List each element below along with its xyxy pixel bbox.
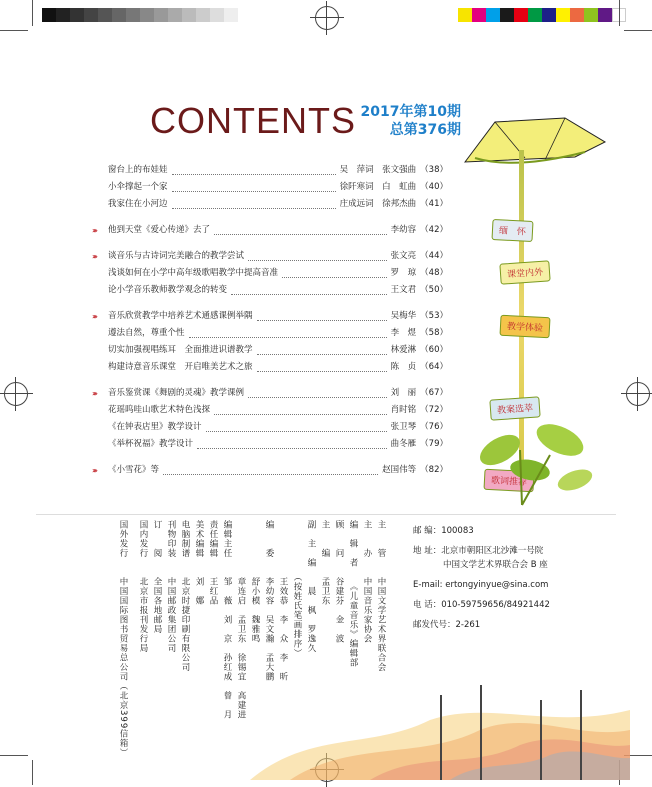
masthead-col-15: 主 编 孟卫东 (320, 520, 330, 606)
toc-leader-dots (257, 363, 387, 372)
toc-group (92, 308, 448, 376)
masthead-col-13: （按姓氏笔画排序） (292, 520, 302, 659)
toc-group (92, 222, 448, 239)
toc-entry-page: （76） (420, 422, 448, 432)
masthead-col-17: 编 辑 者 《儿童音乐》编辑部 (348, 520, 358, 668)
toc-leader-dots (197, 440, 387, 449)
masthead-col-8: 编辑主任 邹 薇 刘 京 孙红成 曾 月 (222, 520, 232, 720)
toc-entry[interactable] (108, 325, 448, 342)
toc-entry-page: （53） (420, 311, 448, 321)
toc-entry-page: （40） (420, 182, 448, 192)
toc-entry-page: （67） (420, 388, 448, 398)
toc-entry-title: 论小学音乐教师教学观念的转变 (108, 285, 228, 295)
toc-entry-author: 曲冬雁 (390, 439, 417, 449)
toc-leader-dots (206, 423, 387, 432)
toc-entry-author: 李 煜 (390, 328, 417, 338)
umbrella-illustration (455, 112, 615, 172)
section-sign: 课堂内外 (499, 260, 550, 284)
section-divider (36, 514, 616, 515)
masthead-col-12: 王效恭 李 众 李 昕 (278, 520, 288, 682)
toc-entry-page: （41） (420, 199, 448, 209)
crop-mark (0, 30, 28, 31)
toc-entry[interactable] (108, 402, 448, 419)
crop-mark (619, 0, 620, 26)
toc-entry[interactable] (108, 282, 448, 299)
toc-entry-title: 切实加强视唱练耳 全面推进识谱教学 (108, 345, 253, 355)
toc-entry-title: 构建诗意音乐课堂 开启唯美艺术之旅 (108, 362, 253, 372)
toc-group (92, 462, 448, 479)
masthead-col-11: 编 委 李幼容 吴文瀚 孟大鹏 (264, 520, 274, 682)
toc-entry[interactable] (108, 419, 448, 436)
section-sign: 教案选萃 (489, 396, 540, 420)
postal-distribution-code: 邮发代号：2-261 (413, 620, 481, 630)
toc-entry-author: 赵国伟等 (382, 465, 417, 475)
toc-leader-dots (189, 329, 387, 338)
toc-entry[interactable] (92, 308, 448, 325)
masthead-col-3: 订 阅 全国各地邮局 (152, 520, 162, 634)
masthead-col-1: 国外发行 中国国际图书贸易总公司（北京399信箱） (118, 520, 128, 758)
masthead-col-7: 责任编辑 王红品 (208, 520, 218, 606)
toc-entry[interactable] (108, 265, 448, 282)
section-sign: 教学体验 (499, 315, 550, 339)
toc-entry-title: 音乐鉴赏课《舞剧的灵魂》教学课例 (108, 388, 245, 398)
toc-entry-title: 音乐欣赏教学中培养艺术通感课例举隅 (108, 311, 253, 321)
toc-entry-author: 刘 丽 (390, 388, 417, 398)
toc-entry-author: 吴梅华 (390, 311, 417, 321)
toc-group (92, 248, 448, 299)
toc-leader-dots (231, 286, 387, 295)
toc-entry-author: 吴 萍词 张文强曲 (339, 165, 417, 175)
issue-total-number: 总第376期 (389, 122, 461, 138)
toc-entry-page: （44） (420, 251, 448, 261)
toc-leader-dots (248, 389, 387, 398)
color-bar (458, 8, 626, 22)
masthead-col-5: 电脑制谱 北京时捷印刷有限公司 (180, 520, 190, 672)
masthead-col-18: 主 办 中国音乐家协会 (362, 520, 372, 644)
toc-entry-page: （42） (420, 225, 448, 235)
registration-mark-top (315, 6, 339, 30)
toc-entry[interactable] (108, 162, 448, 179)
toc-leader-dots (172, 183, 336, 192)
toc-entry-author: 林爱淋 (390, 345, 417, 355)
table-of-contents (92, 162, 448, 488)
postcode: 邮 编：100083 (413, 526, 474, 536)
section-sign: 歌词推荐 (483, 469, 534, 493)
toc-entry-author: 罗 琼 (390, 268, 417, 278)
grayscale-bar (42, 8, 238, 22)
section-arrow-icon: ››› (92, 226, 96, 235)
toc-leader-dots (214, 406, 387, 415)
toc-entry[interactable] (108, 436, 448, 453)
toc-entry-author: 张卫琴 (390, 422, 417, 432)
toc-entry-title: 窗台上的布娃娃 (108, 165, 168, 175)
toc-leader-dots (257, 346, 387, 355)
toc-entry[interactable] (108, 179, 448, 196)
section-arrow-icon: ››› (92, 252, 96, 261)
watercolor-illustration (250, 670, 630, 780)
toc-entry-author: 李幼容 (390, 225, 417, 235)
toc-entry-author: 王文君 (390, 285, 417, 295)
toc-entry-page: （82） (420, 465, 448, 475)
toc-entry-title: 遵法自然，尊重个性 (108, 328, 185, 338)
toc-entry-title: 《举杯祝福》教学设计 (108, 439, 194, 449)
toc-leader-dots (248, 252, 387, 261)
toc-group (92, 385, 448, 453)
toc-entry-page: （72） (420, 405, 448, 415)
toc-entry-page: （38） (420, 165, 448, 175)
toc-entry-title: 他到天堂《爱心传递》去了 (108, 225, 211, 235)
toc-entry[interactable] (92, 222, 448, 239)
registration-mark-right (626, 382, 650, 406)
toc-entry-author: 陈 贞 (390, 362, 417, 372)
toc-group (108, 162, 448, 213)
toc-leader-dots (282, 269, 387, 278)
toc-entry-page: （60） (420, 345, 448, 355)
masthead-col-10: 舒小模 魏雅鸣 (250, 520, 260, 644)
issue-number (357, 103, 461, 139)
toc-entry-title: 《在钟表店里》教学设计 (108, 422, 202, 432)
registration-mark-left (4, 382, 28, 406)
section-arrow-icon: ››› (92, 312, 96, 321)
toc-leader-dots (172, 200, 336, 209)
toc-entry[interactable] (92, 385, 448, 402)
toc-entry-title: 浅谈如何在小学中高年级歌唱教学中提高音准 (108, 268, 279, 278)
crop-mark (32, 0, 33, 26)
phone: 电 话：010-59759656/84921442 (413, 600, 550, 610)
toc-entry-title: 小伞撑起一个家 (108, 182, 168, 192)
address-line-2: 中国文学艺术界联合会 B 座 (443, 560, 548, 570)
toc-entry-author: 徐阡寒词 白 虹曲 (339, 182, 417, 192)
masthead-col-9: 章连启 孟卫东 徐锡宜 高建进 (236, 520, 246, 720)
toc-leader-dots (214, 226, 387, 235)
toc-entry-title: 我家住在小河边 (108, 199, 168, 209)
toc-entry-title: 花瑶呜哇山歌艺术特色浅探 (108, 405, 211, 415)
crop-mark (624, 30, 652, 31)
contact-info (413, 525, 550, 639)
toc-entry-title: 谈音乐与古诗词完美融合的教学尝试 (108, 251, 245, 261)
toc-entry-author: 肖时铭 (390, 405, 417, 415)
address: 地 址：北京市朝阳区北沙滩一号院 (413, 546, 544, 556)
toc-entry-page: （79） (420, 439, 448, 449)
email: E-mail: ertongyinyue@sina.com (413, 580, 549, 590)
section-arrow-icon: ››› (92, 389, 96, 398)
toc-entry-page: （50） (420, 285, 448, 295)
masthead-col-16: 顾 问 谷建芬 金 波 (334, 520, 344, 644)
toc-leader-dots (163, 466, 378, 475)
toc-entry-author: 张文亮 (390, 251, 417, 261)
toc-entry[interactable] (108, 342, 448, 359)
masthead-col-19: 主 管 中国文学艺术界联合会 (376, 520, 386, 672)
toc-entry[interactable] (108, 359, 448, 376)
masthead-col-4: 刊物印装 中国邮政集团公司 (166, 520, 176, 653)
page-title: CONTENTS (150, 100, 356, 141)
crop-mark (0, 755, 28, 756)
masthead-col-2: 国内发行 北京市报刊发行局 (138, 520, 148, 653)
section-arrow-icon: ››› (92, 466, 96, 475)
toc-entry-page: （64） (420, 362, 448, 372)
toc-entry-author: 庄成远词 徐邦杰曲 (339, 199, 417, 209)
issue-year-number: 2017年第10期 (360, 104, 461, 120)
masthead-col-14: 副 主 编 晨 枫 罗逸久 (306, 520, 316, 653)
toc-entry-title: 《小雪花》等 (108, 465, 160, 475)
section-sign: 缅 怀 (491, 219, 533, 242)
toc-entry-page: （58） (420, 328, 448, 338)
plant-illustration (470, 410, 600, 510)
toc-entry[interactable] (92, 462, 448, 479)
toc-entry-page: （48） (420, 268, 448, 278)
toc-entry[interactable] (92, 248, 448, 265)
toc-leader-dots (257, 312, 387, 321)
toc-entry[interactable] (108, 196, 448, 213)
crop-mark (32, 760, 33, 785)
toc-leader-dots (172, 166, 336, 175)
masthead-col-6: 美术编辑 刘 娜 (194, 520, 204, 606)
